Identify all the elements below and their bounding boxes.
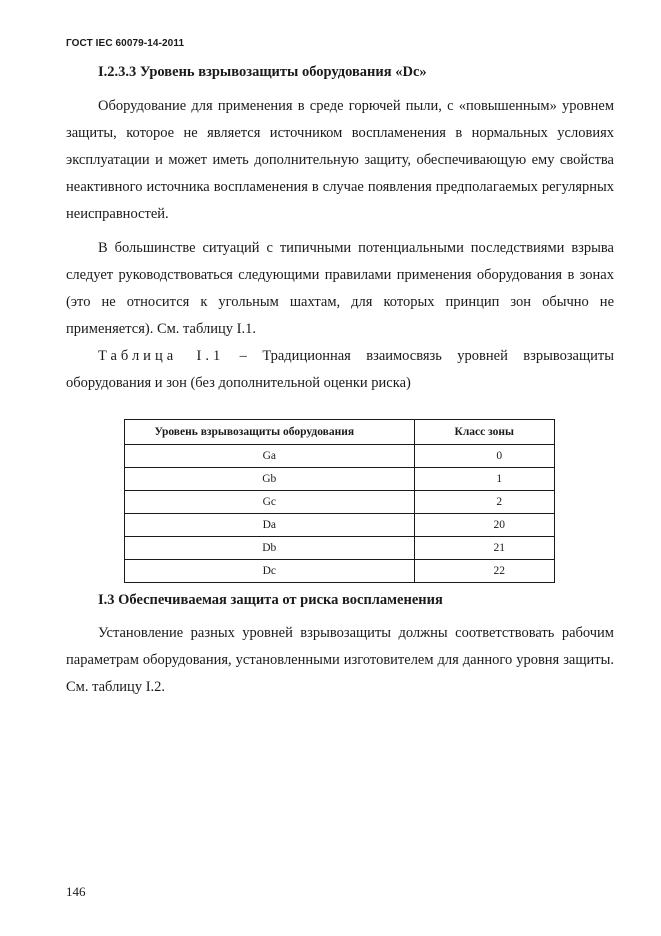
table-cell-level: Da bbox=[125, 514, 415, 537]
table-row bbox=[125, 491, 555, 514]
table-cell-zone: 2 bbox=[414, 491, 554, 514]
table-row bbox=[125, 560, 555, 583]
document-code: ГОСТ IEC 60079-14-2011 bbox=[66, 38, 185, 49]
table-cell-level: Db bbox=[125, 537, 415, 560]
table-cell-zone: 0 bbox=[414, 445, 554, 468]
table-row bbox=[125, 537, 555, 560]
table-header-protection-level: Уровень взрывозащиты оборудования bbox=[125, 420, 415, 445]
table-cell-level: Gb bbox=[125, 468, 415, 491]
table-caption-text: – Традиционная взаимосвязь уровней взрывозащиты оборудования и зон (без дополнительной оценки риска) bbox=[66, 348, 614, 391]
table-cell-zone: 1 bbox=[414, 468, 554, 491]
table-cell-zone: 22 bbox=[414, 560, 554, 583]
zones-table bbox=[124, 419, 555, 583]
table-row bbox=[125, 514, 555, 537]
table-cell-zone: 21 bbox=[414, 537, 554, 560]
table-cell-level: Dc bbox=[125, 560, 415, 583]
table-caption-label: Таблица I.1 bbox=[98, 348, 225, 364]
table-header-row bbox=[125, 420, 555, 445]
table-cell-zone: 20 bbox=[414, 514, 554, 537]
section-heading-i3: I.3 Обеспечиваемая защита от риска воспламенения bbox=[98, 592, 443, 608]
paragraph-protection-levels: Установление разных уровней взрывозащиты должны соответствовать рабочим параметрам оборудования, установленными изготовителем для данного уровня защиты. См. таблицу I.2. bbox=[66, 625, 614, 695]
table-header-zone-class: Класс зоны bbox=[414, 420, 554, 445]
table-cell-level: Gc bbox=[125, 491, 415, 514]
section-heading-i233: I.2.3.3 Уровень взрывозащиты оборудования «Dc» bbox=[98, 64, 427, 80]
table-cell-level: Ga bbox=[125, 445, 415, 468]
page-number: 146 bbox=[66, 884, 86, 899]
table-row bbox=[125, 445, 555, 468]
table-caption bbox=[66, 343, 614, 397]
paragraph-dc-level: Оборудование для применения в среде горючей пыли, с «повышенным» уровнем защиты, которое не является источником воспламенения в нормальных условиях эксплуатации и может иметь дополнительную защиту, обеспечивающую ему свойства неактивного источника воспламенения в случае появления предполагаемых регулярных неисправностей. bbox=[66, 98, 614, 222]
paragraph-zone-rules: В большинстве ситуаций с типичными потенциальными последствиями взрыва следует руководствоваться следующими правилами применения оборудования в зонах (это не относится к угольным шахтам, для которых принцип зон обычно не применяется). См. таблицу I.1. bbox=[66, 240, 614, 337]
table-row bbox=[125, 468, 555, 491]
